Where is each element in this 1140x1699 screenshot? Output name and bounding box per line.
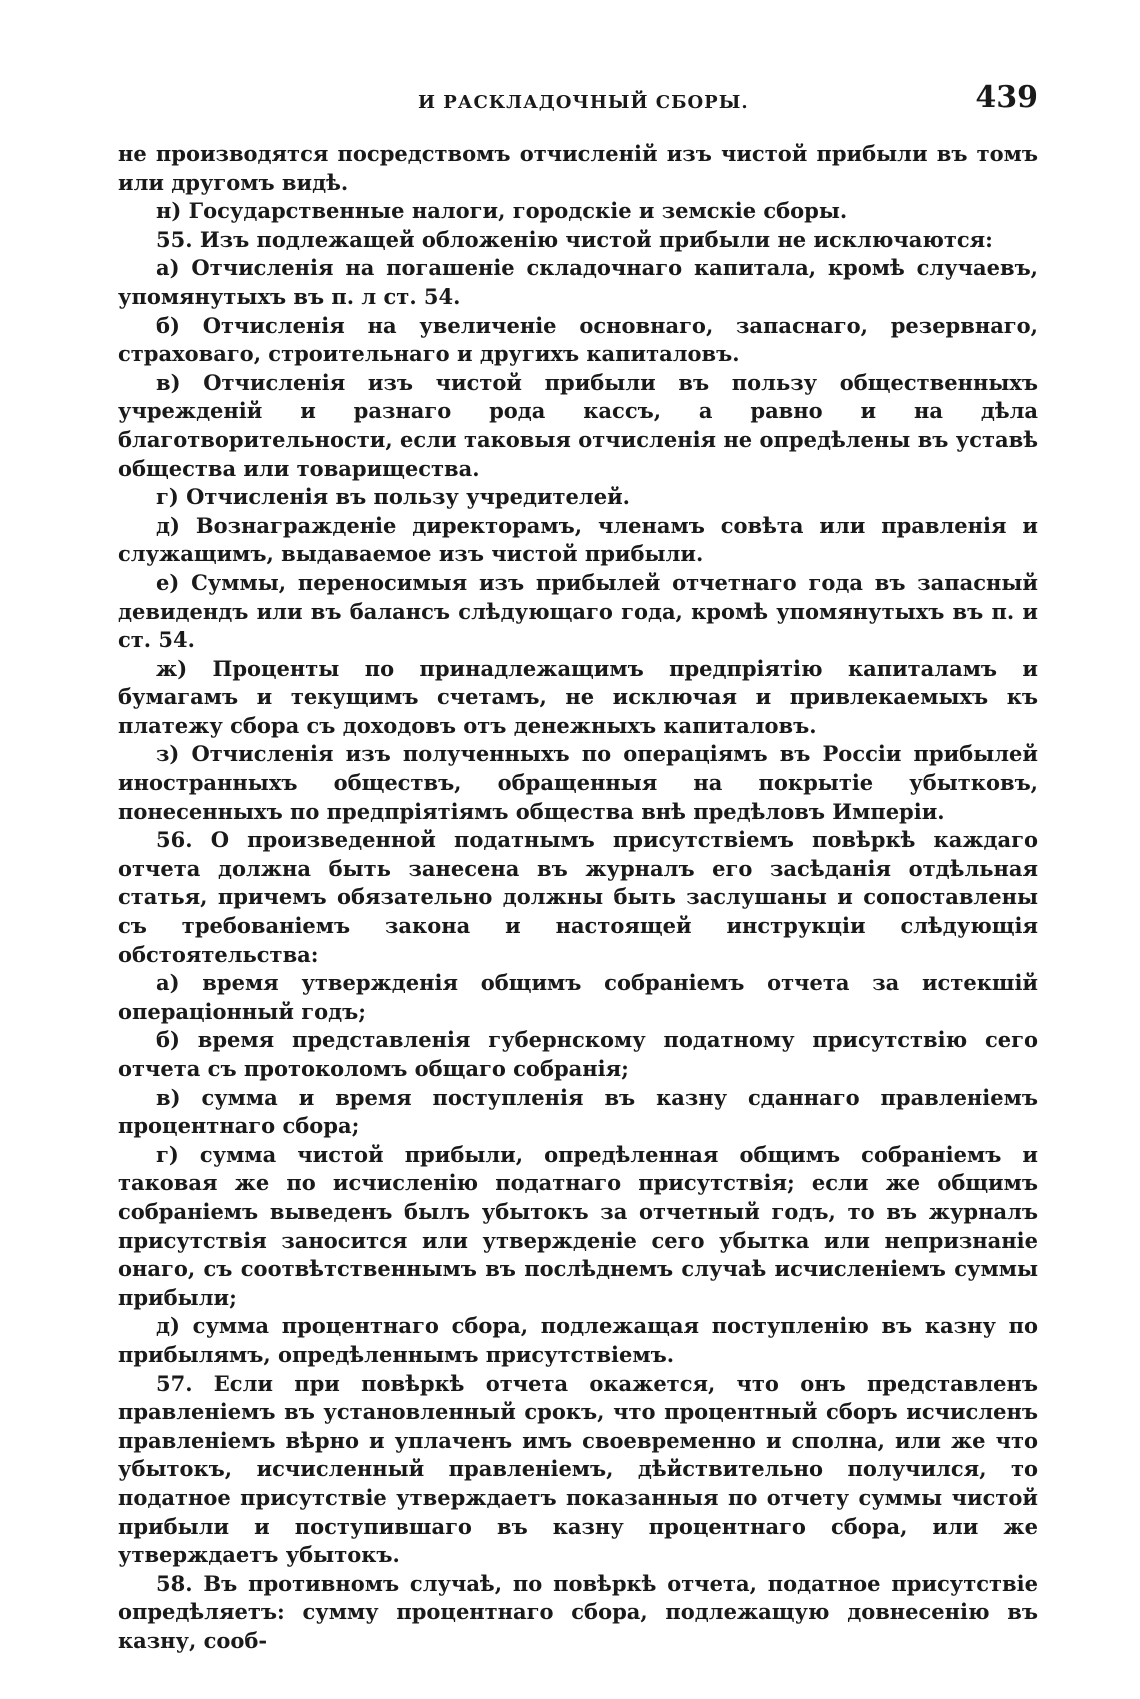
paragraph: не производятся посредствомъ отчисленій изъ чистой прибыли въ томъ или другомъ видѣ. — [118, 141, 1038, 195]
paragraph: в) сумма и время поступленія въ казну сданнаго правленіемъ процентнаго сбора; — [118, 1084, 1038, 1139]
paragraph: е) Суммы, переносимыя изъ прибылей отчетнаго года въ запасный девидендъ или въ балансъ слѣдующаго года, кромѣ упомянутыхъ въ п. и ст. 54. — [118, 569, 1038, 653]
paragraph: б) время представленія губернскому податному присутствію сего отчета съ протоколомъ общаго собранія; — [118, 1027, 1038, 1081]
paragraph: н) Государственные налоги, городскіе и земскіе сборы. — [156, 198, 848, 224]
paragraph: 55. Изъ подлежащей обложенію чистой прибыли не исключаются: — [156, 226, 993, 252]
running-title: И РАСКЛАДОЧНЫЙ СБОРЫ. — [418, 92, 749, 113]
paragraph: 56. О произведенной податнымъ присутствіемъ повѣркѣ каждаго отчета должна быть занесена въ журналъ его засѣданія отдѣльная статья, причемъ обязательно должны быть заслушаны и сопоставлены съ требованіемъ закона и настоящей инструкціи слѣдующія обстоятельства: — [118, 827, 1038, 967]
paragraph: г) Отчисленія въ пользу учредителей. — [156, 484, 630, 510]
paragraph: з) Отчисленія изъ полученныхъ по операціямъ въ Россіи прибылей иностранныхъ обществъ, обращенныя на покрытіе убытковъ, понесенныхъ по предпріятіямъ общества внѣ предѣловъ Имперіи. — [118, 741, 1038, 824]
paragraph: г) сумма чистой прибыли, опредѣленная общимъ собраніемъ и таковая же по исчисленію податнаго присутствія; если же общимъ собраніемъ выведенъ былъ убытокъ за отчетный годъ, то въ журналъ присутствія заносится или утвержденіе сего убытка или непризнаніе онаго, съ соотвѣтственнымъ въ послѣднемъ случаѣ исчисленіемъ суммы прибыли; — [118, 1141, 1038, 1310]
paragraph: в) Отчисленія изъ чистой прибыли въ пользу общественныхъ учрежденій и разнаго рода кассъ, а равно и на дѣла благотворительности, если таковыя отчисленія не опредѣлены въ уставѣ общества или товарищества. — [118, 369, 1038, 481]
paragraph: ж) Проценты по принадлежащимъ предпріятію капиталамъ и бумагамъ и текущимъ счетамъ, не исключая и привлекаемыхъ къ платежу сбора съ доходовъ отъ денежныхъ капиталовъ. — [118, 655, 1038, 738]
page-header — [118, 80, 1038, 140]
body-text — [118, 140, 1038, 1655]
paragraph: 57. Если при повѣркѣ отчета окажется, что онъ представленъ правленіемъ въ установленный срокъ, что процентный сборъ исчисленъ правленіемъ вѣрно и уплаченъ имъ своевременно и сполна, или же что убытокъ, исчисленный правленіемъ, дѣйствительно получился, то податное присутствіе утверждаетъ показанныя по отчету суммы чистой прибыли и поступившаго въ казну процентнаго сбора, или же утверждаетъ убытокъ. — [118, 1370, 1038, 1568]
paragraph: а) время утвержденія общимъ собраніемъ отчета за истекшій операціонный годъ; — [118, 970, 1038, 1024]
book-page — [118, 80, 1038, 1655]
paragraph: 58. Въ противномъ случаѣ, по повѣркѣ отчета, податное присутствіе опредѣляетъ: сумму процентнаго сбора, подлежащую довнесенію въ казну, сооб- — [118, 1570, 1038, 1653]
paragraph: а) Отчисленія на погашеніе складочнаго капитала, кромѣ случаевъ, упомянутыхъ въ п. л ст. 54. — [118, 255, 1038, 309]
paragraph: д) сумма процентнаго сбора, подлежащая поступленію въ казну по прибылямъ, опредѣленнымъ присутствіемъ. — [118, 1313, 1038, 1367]
paragraph: б) Отчисленія на увеличеніе основнаго, запаснаго, резервнаго, страховаго, строительнаго и другихъ капиталовъ. — [118, 312, 1038, 367]
page-number: 439 — [975, 80, 1038, 115]
paragraph: д) Вознагражденіе директорамъ, членамъ совѣта или правленія и служащимъ, выдаваемое изъ чистой прибыли. — [118, 512, 1038, 567]
